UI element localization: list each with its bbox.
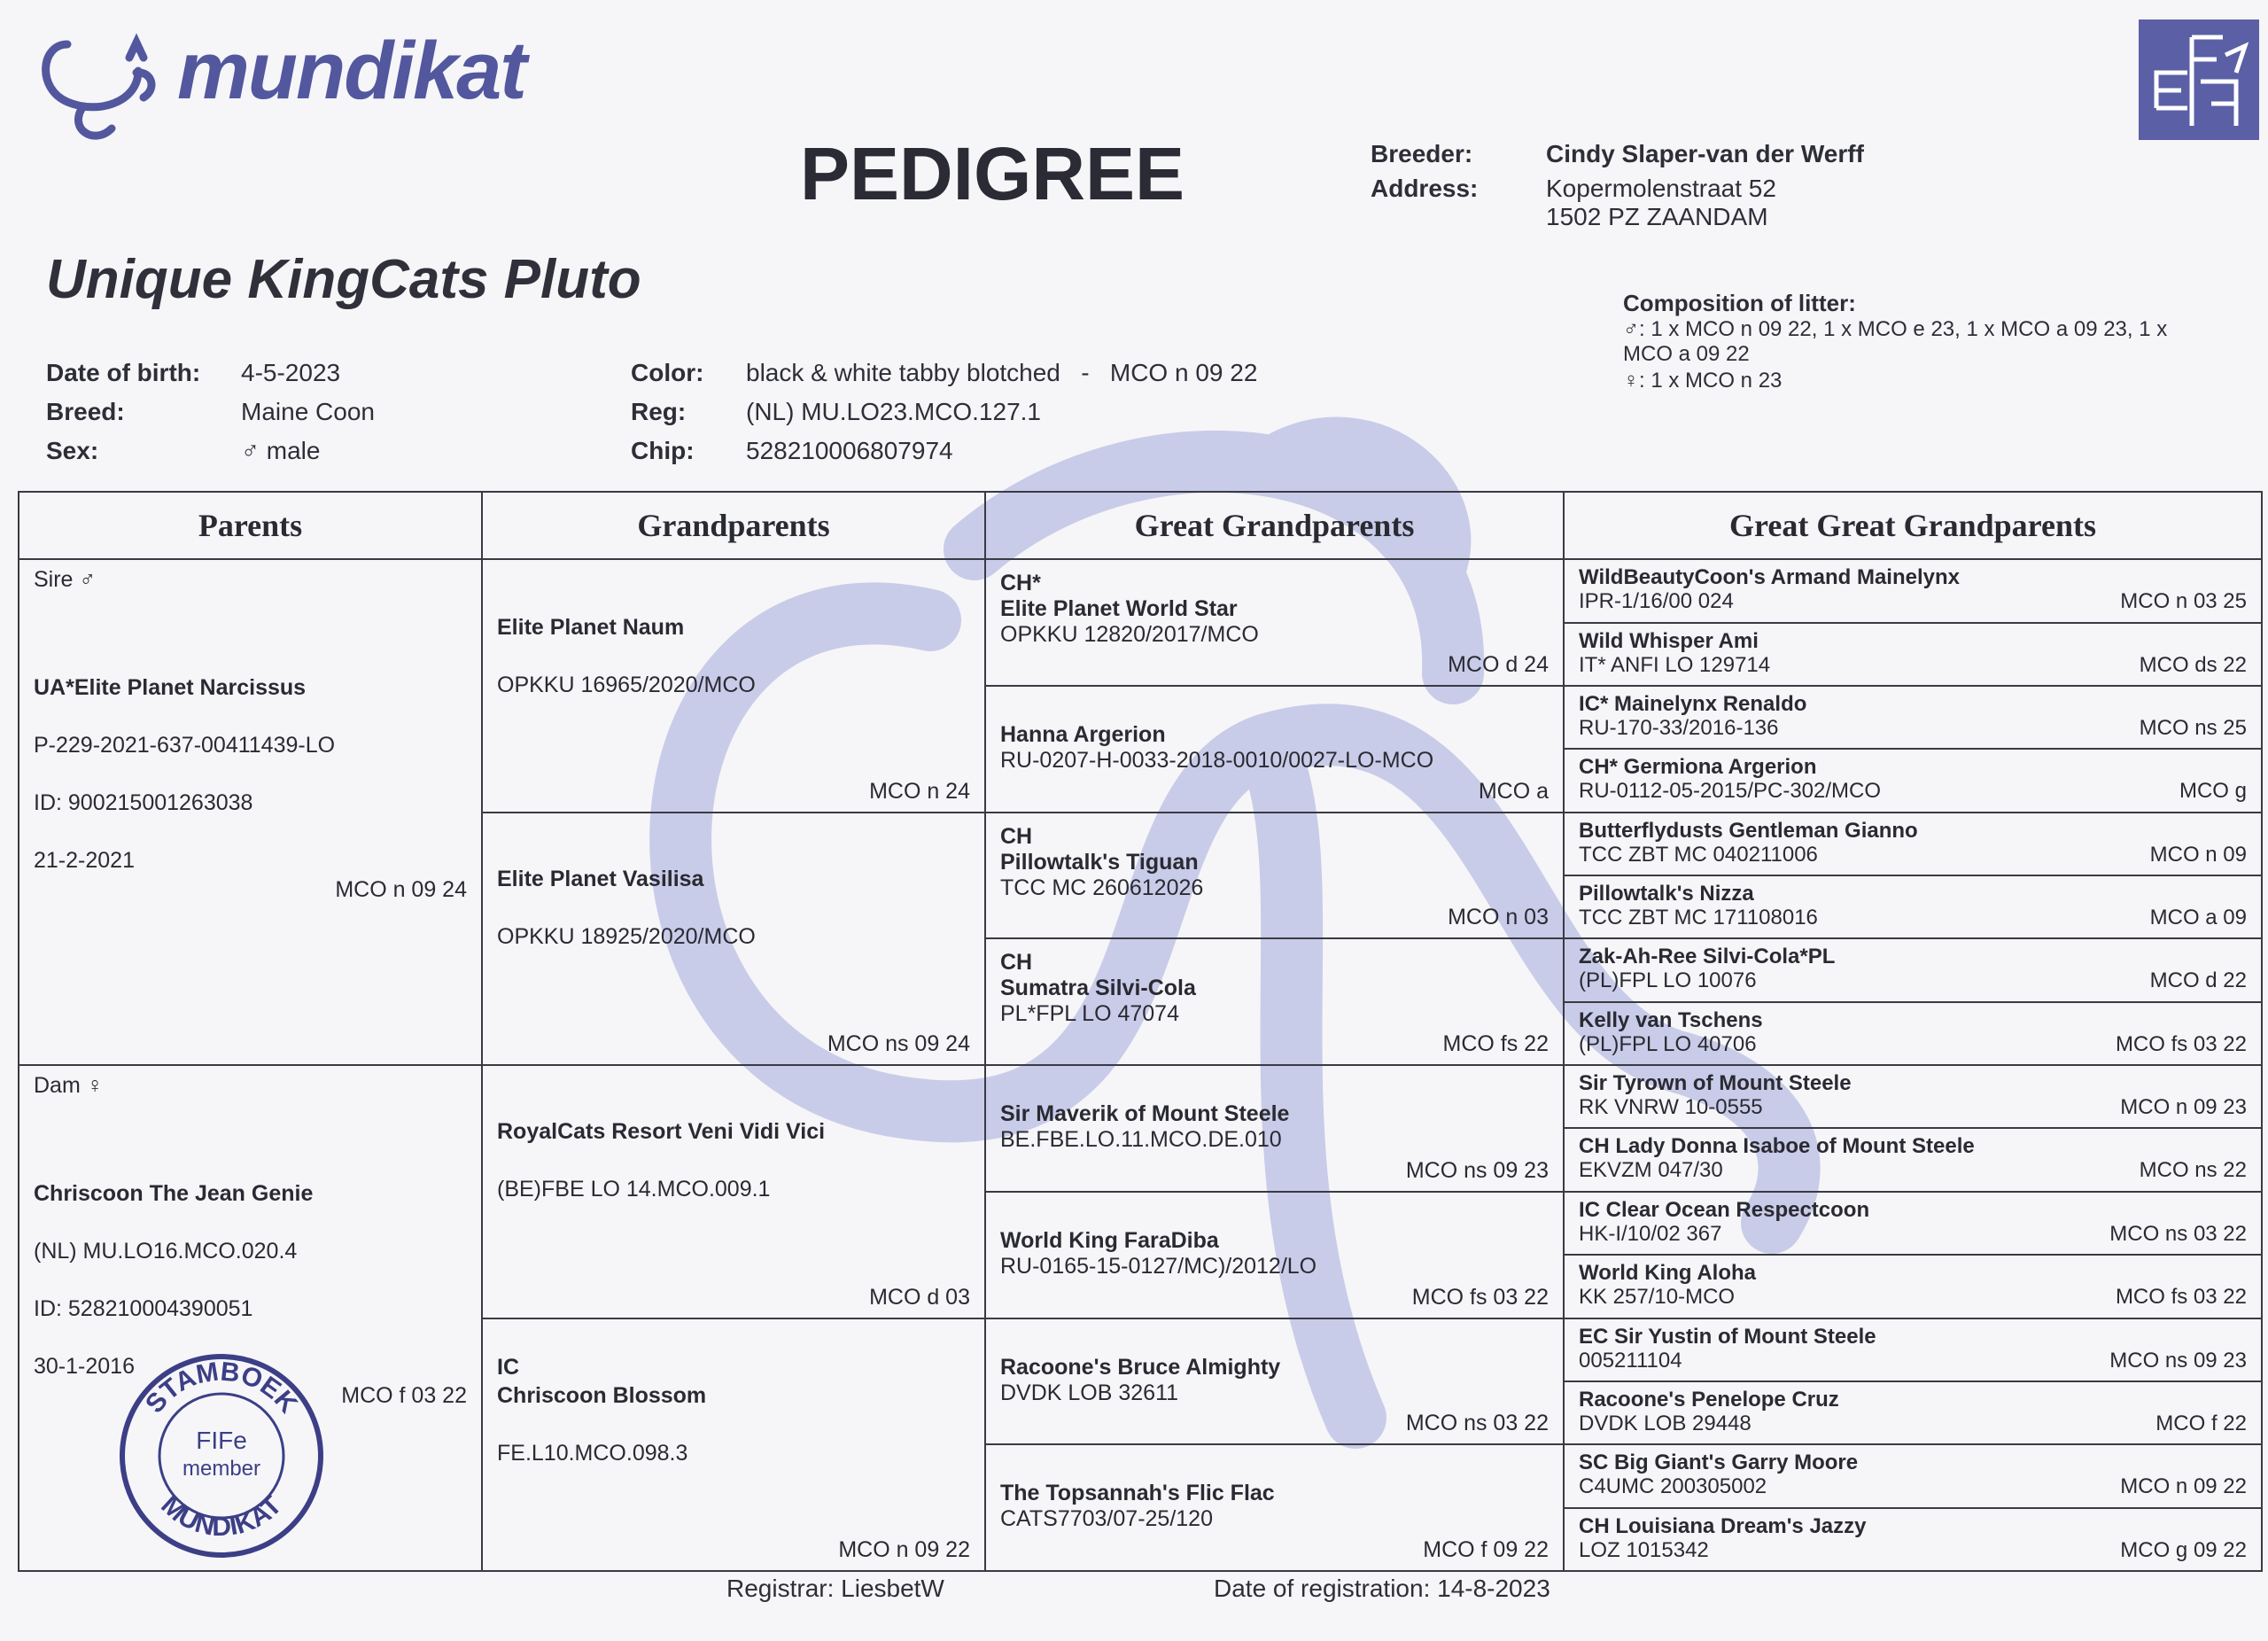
gggp-color: MCO ns 09 23	[2109, 1348, 2247, 1373]
gggp-reg: (PL)FPL LO 10076	[1579, 968, 1757, 993]
gggp-name: Butterflydusts Gentleman Gianno	[1579, 818, 1918, 843]
gggp-name: World King Aloha	[1579, 1261, 1756, 1286]
grandparent-reg: OPKKU 16965/2020/MCO	[497, 673, 756, 698]
gggp-name: EC Sir Yustin of Mount Steele	[1579, 1324, 1876, 1349]
cat-name: Unique KingCats Pluto	[46, 249, 641, 310]
ggp-color: MCO d 24	[1448, 652, 1549, 678]
reg-label: Reg:	[631, 398, 687, 425]
mundikat-logo-icon	[32, 18, 165, 151]
gggp-reg: IPR-1/16/00 024	[1579, 589, 1734, 614]
gggp-color: MCO ds 22	[2139, 652, 2247, 677]
gggp-reg: RU-0112-05-2015/PC-302/MCO	[1579, 779, 1882, 804]
registration-date: Date of registration: 14-8-2023	[1214, 1575, 1550, 1602]
brand-name: mundikat	[177, 26, 525, 116]
grandparent-name: RoyalCats Resort Veni Vidi Vici	[497, 1119, 826, 1145]
gggp-reg: TCC ZBT MC 171108016	[1579, 906, 1818, 930]
sire-reg: P-229-2021-637-00411439-LO	[34, 733, 336, 758]
gggp-cell	[1564, 1065, 2262, 1128]
grandparent-color: MCO d 03	[869, 1284, 970, 1310]
gggp-name: CH* Germiona Argerion	[1579, 755, 1817, 780]
gggp-reg: KK 257/10-MCO	[1579, 1285, 1736, 1310]
stamp-bottom-text: MUNDIKAT	[155, 1490, 288, 1543]
ggp-color: MCO n 03	[1448, 905, 1549, 930]
column-header-great-great-grandparents: Great Great Grandparents	[1564, 492, 2262, 559]
ggp-title: CH	[1000, 823, 1033, 849]
color-value: black & white tabby blotched - MCO n 09 22	[746, 359, 1258, 386]
gggp-reg: RK VNRW 10-0555	[1579, 1095, 1763, 1120]
page-title: PEDIGREE	[799, 132, 1185, 215]
gggp-cell	[1564, 559, 2262, 622]
grandparent-reg: FE.L10.MCO.098.3	[497, 1440, 688, 1466]
column-header-parents: Parents	[19, 492, 482, 559]
ggp-color: MCO fs 22	[1442, 1031, 1549, 1057]
reg-value: (NL) MU.LO23.MCO.127.1	[746, 398, 1041, 425]
gggp-reg: EKVZM 047/30	[1579, 1158, 1723, 1183]
ggp-reg: PL*FPL LO 47074	[1000, 1001, 1179, 1027]
grandparent-cell	[482, 559, 985, 812]
ggp-color: MCO ns 09 23	[1405, 1157, 1549, 1183]
grandparent-color: MCO n 24	[869, 778, 970, 804]
stamp-top-text: STAMBOEK	[140, 1357, 303, 1419]
gggp-color: MCO n 09 22	[2120, 1474, 2247, 1499]
ggp-title: CH*	[1000, 571, 1041, 596]
gggp-reg: (PL)FPL LO 40706	[1579, 1031, 1757, 1056]
ggp-reg: TCC MC 260612026	[1000, 875, 1204, 900]
breed-label: Breed:	[46, 398, 125, 425]
sire-color: MCO n 09 24	[335, 877, 467, 903]
gggp-name: Sir Tyrown of Mount Steele	[1579, 1071, 1852, 1096]
great-grandparent-cell	[985, 559, 1564, 686]
ggp-color: MCO a	[1478, 778, 1549, 804]
sire-id: ID: 900215001263038	[34, 790, 253, 816]
gggp-name: WildBeautyCoon's Armand Mainelynx	[1579, 565, 1960, 590]
litter-females: ♀: 1 x MCO n 23	[1623, 369, 1783, 393]
great-grandparent-cell	[985, 938, 1564, 1065]
address-line2: 1502 PZ ZAANDAM	[1546, 203, 1768, 230]
svg-text:MUNDIKAT	[155, 1490, 287, 1542]
ggp-reg: OPKKU 12820/2017/MCO	[1000, 622, 1259, 648]
ggp-color: MCO f 09 22	[1423, 1537, 1549, 1562]
breed-value: Maine Coon	[241, 398, 375, 425]
gggp-name: IC Clear Ocean Respectcoon	[1579, 1197, 1870, 1222]
gggp-color: MCO ns 22	[2139, 1158, 2247, 1183]
grandparent-cell	[482, 1318, 985, 1572]
gggp-color: MCO g 09 22	[2120, 1537, 2247, 1562]
sex-label: Sex:	[46, 437, 99, 464]
gggp-name: Kelly van Tschens	[1579, 1007, 1763, 1032]
gggp-cell	[1564, 938, 2262, 1001]
gggp-name: Pillowtalk's Nizza	[1579, 882, 1754, 906]
gggp-cell	[1564, 1002, 2262, 1065]
gggp-color: MCO ns 03 22	[2109, 1221, 2247, 1246]
stamp-center-text: FIFe	[196, 1427, 247, 1455]
dam-name: Chriscoon The Jean Genie	[34, 1181, 314, 1207]
dam-date: 30-1-2016	[34, 1354, 135, 1380]
ggp-color: MCO ns 03 22	[1405, 1411, 1549, 1436]
gggp-reg: LOZ 1015342	[1579, 1537, 1709, 1562]
gggp-cell	[1564, 1508, 2262, 1571]
grandparent-name: Chriscoon Blossom	[497, 1382, 707, 1408]
great-grandparent-cell	[985, 1318, 1564, 1445]
grandparent-color: MCO ns 09 24	[827, 1031, 970, 1057]
svg-text:STAMBOEK	[140, 1357, 303, 1419]
dam-id: ID: 528210004390051	[34, 1296, 253, 1322]
ggp-name: Sumatra Silvi-Cola	[1000, 976, 1196, 1001]
gggp-cell	[1564, 1128, 2262, 1191]
stamp-center-text-2: member	[182, 1457, 261, 1482]
pedigree-table	[18, 491, 2263, 1572]
ggp-reg: RU-0207-H-0033-2018-0010/0027-LO-MCO	[1000, 748, 1434, 774]
sex-value: ♂ male	[241, 437, 321, 464]
grandparent-cell	[482, 813, 985, 1065]
gggp-cell	[1564, 686, 2262, 749]
dam-color: MCO f 03 22	[341, 1383, 467, 1409]
color-label: Color:	[631, 359, 704, 386]
grandparent-name: Elite Planet Vasilisa	[497, 866, 704, 891]
sire-date: 21-2-2021	[34, 848, 135, 874]
ggp-name: Sir Maverik of Mount Steele	[1000, 1101, 1290, 1127]
dam-cell	[19, 1065, 482, 1571]
gggp-color: MCO fs 03 22	[2115, 1031, 2247, 1056]
gggp-color: MCO n 09	[2149, 842, 2247, 867]
gggp-cell	[1564, 875, 2262, 938]
dam-role: Dam ♀	[34, 1073, 104, 1099]
registrar: Registrar: LiesbetW	[726, 1575, 944, 1602]
ggp-reg: BE.FBE.LO.11.MCO.DE.010	[1000, 1127, 1282, 1153]
address-line1: Kopermolenstraat 52	[1546, 175, 1776, 202]
litter-males: ♂: 1 x MCO n 09 22, 1 x MCO e 23, 1 x MCO a 09 23, 1 x MCO a 09 22	[1623, 317, 2168, 366]
gggp-reg: IT* ANFI LO 129714	[1579, 652, 1771, 677]
gggp-color: MCO n 03 25	[2120, 589, 2247, 614]
litter-label: Composition of litter:	[1623, 290, 1856, 316]
gggp-color: MCO g	[2179, 779, 2247, 804]
gggp-name: CH Louisiana Dream's Jazzy	[1579, 1513, 1867, 1538]
grandparent-reg: OPKKU 18925/2020/MCO	[497, 923, 756, 949]
gggp-reg: TCC ZBT MC 040211006	[1579, 842, 1818, 867]
sire-name: UA*Elite Planet Narcissus	[34, 675, 307, 701]
gggp-cell	[1564, 1192, 2262, 1255]
gggp-name: SC Big Giant's Garry Moore	[1579, 1450, 1859, 1475]
gggp-color: MCO ns 25	[2139, 716, 2247, 741]
breeder-label: Breeder:	[1371, 140, 1473, 167]
gggp-reg: C4UMC 200305002	[1579, 1474, 1767, 1499]
ggp-reg: DVDK LOB 32611	[1000, 1380, 1179, 1405]
chip-value: 528210006807974	[746, 437, 953, 464]
ggp-reg: RU-0165-15-0127/MC)/2012/LO	[1000, 1253, 1317, 1279]
ggp-name: Elite Planet World Star	[1000, 596, 1238, 622]
sire-cell	[19, 559, 482, 1065]
great-grandparent-cell	[985, 1192, 1564, 1318]
address-label: Address:	[1371, 175, 1479, 202]
great-grandparent-cell	[985, 813, 1564, 939]
ggp-name: Pillowtalk's Tiguan	[1000, 849, 1199, 875]
grandparent-cell	[482, 1065, 985, 1318]
great-grandparent-cell	[985, 1065, 1564, 1192]
gggp-name: IC* Mainelynx Renaldo	[1579, 692, 1807, 717]
gggp-color: MCO f 22	[2155, 1411, 2247, 1435]
column-header-grandparents: Grandparents	[482, 492, 985, 559]
grandparent-title: IC	[497, 1354, 519, 1380]
gggp-color: MCO n 09 23	[2120, 1095, 2247, 1120]
gggp-reg: HK-I/10/02 367	[1579, 1221, 1722, 1246]
sire-role: Sire ♂	[34, 567, 97, 593]
ggp-color: MCO fs 03 22	[1411, 1284, 1549, 1310]
gggp-cell	[1564, 749, 2262, 812]
gggp-name: Wild Whisper Ami	[1579, 628, 1759, 653]
column-header-great-grandparents: Great Grandparents	[985, 492, 1564, 559]
ggp-title: CH	[1000, 950, 1033, 976]
table-header-row	[19, 492, 2262, 559]
gggp-name: Zak-Ah-Ree Silvi-Cola*PL	[1579, 945, 1836, 969]
gggp-color: MCO a 09	[2149, 906, 2247, 930]
ggp-name: The Topsannah's Flic Flac	[1000, 1481, 1275, 1506]
ggp-name: Racoone's Bruce Almighty	[1000, 1354, 1281, 1380]
gggp-cell	[1564, 1381, 2262, 1444]
stamboek-stamp-icon	[115, 1349, 328, 1562]
dob-value: 4-5-2023	[241, 359, 341, 386]
gggp-reg: RU-170-33/2016-136	[1579, 716, 1779, 741]
gggp-name: CH Lady Donna Isaboe of Mount Steele	[1579, 1134, 1975, 1159]
gggp-cell	[1564, 1444, 2262, 1507]
great-grandparent-cell	[985, 686, 1564, 813]
grandparent-color: MCO n 09 22	[838, 1537, 970, 1562]
gggp-name: Racoone's Penelope Cruz	[1579, 1387, 1839, 1412]
grandparent-reg: (BE)FBE LO 14.MCO.009.1	[497, 1177, 771, 1202]
gggp-reg: 005211104	[1579, 1348, 1682, 1373]
ggp-name: World King FaraDiba	[1000, 1227, 1219, 1253]
grandparent-name: Elite Planet Naum	[497, 615, 685, 641]
gggp-cell	[1564, 1255, 2262, 1318]
breeder-name: Cindy Slaper-van der Werff	[1546, 140, 1864, 167]
ggp-name: Hanna Argerion	[1000, 722, 1166, 748]
ggp-reg: CATS7703/07-25/120	[1000, 1506, 1213, 1532]
dam-reg: (NL) MU.LO16.MCO.020.4	[34, 1239, 298, 1264]
gggp-reg: DVDK LOB 29448	[1579, 1411, 1751, 1435]
gggp-color: MCO fs 03 22	[2115, 1285, 2247, 1310]
gggp-color: MCO d 22	[2149, 968, 2247, 993]
fife-logo-icon	[2139, 19, 2259, 140]
dob-label: Date of birth:	[46, 359, 201, 386]
gggp-cell	[1564, 623, 2262, 686]
great-grandparent-cell	[985, 1444, 1564, 1571]
chip-label: Chip:	[631, 437, 695, 464]
gggp-cell	[1564, 1318, 2262, 1381]
gggp-cell	[1564, 813, 2262, 875]
